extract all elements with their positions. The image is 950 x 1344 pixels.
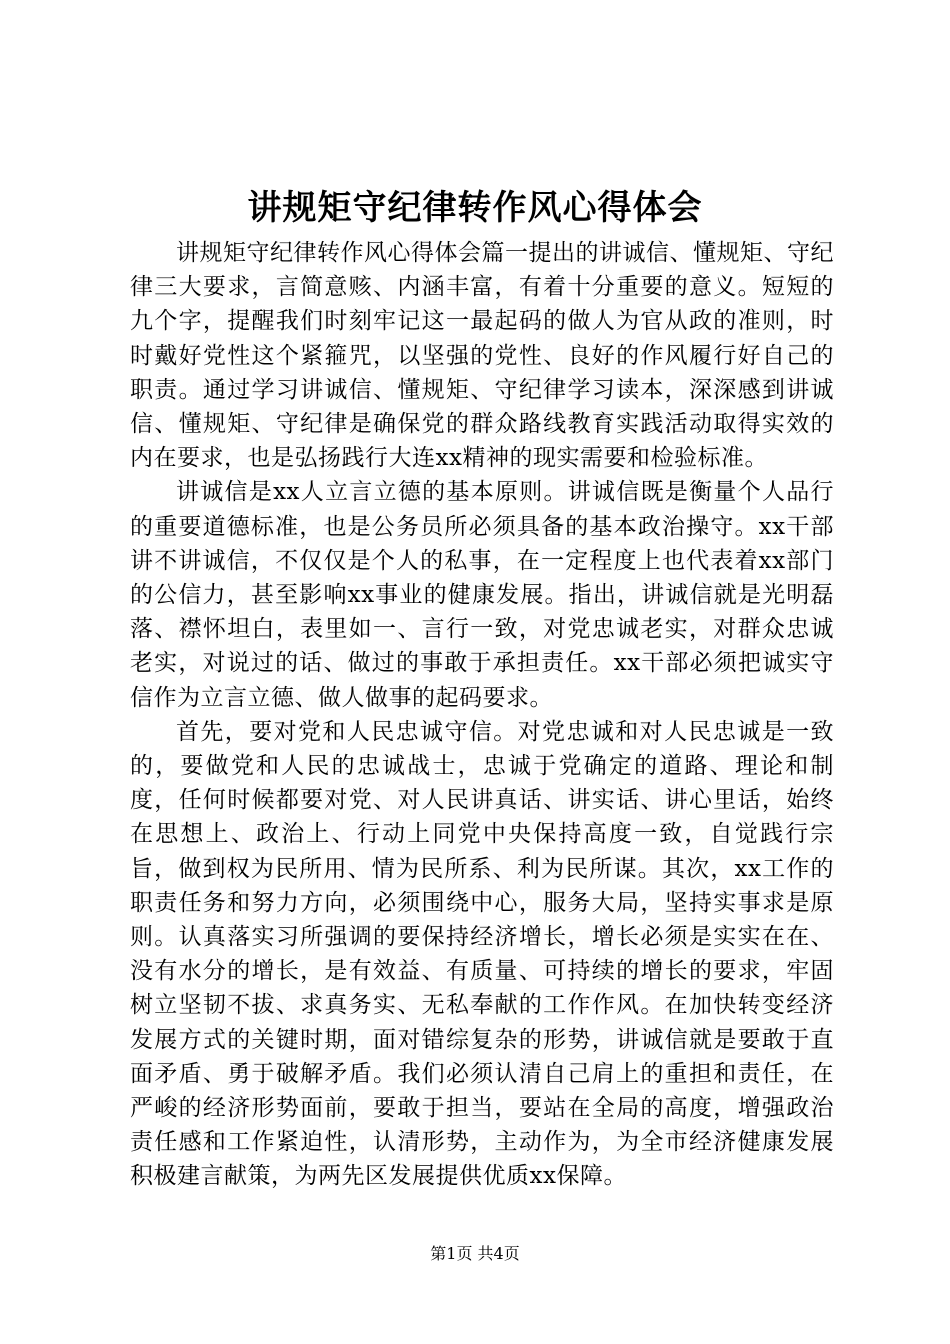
paragraph-intro: 讲规矩守纪律转作风心得体会篇一提出的讲诚信、懂规矩、守纪律三大要求，言简意赅、内涵丰富，有着十分重要的意义。短短的九个字，提醒我们时刻牢记这一最起码的做人为官从政的准则，时时戴好党性这个紧箍咒，以坚强的党性、良好的作风履行好自己的职责。通过学习讲诚信、懂规矩、守纪律学习读本，深深感到讲诚信、懂规矩、守纪律是确保党的群众路线教育实践活动取得实效的内在要求，也是弘扬践行大连xx精神的现实需要和检验标准。 [130, 240, 834, 472]
paragraph-integrity: 讲诚信是xx人立言立德的基本原则。讲诚信既是衡量个人品行的重要道德标准，也是公务员所必须具备的基本政治操守。xx干部讲不讲诚信，不仅仅是个人的私事，在一定程度上也代表着xx部门的公信力，甚至影响xx事业的健康发展。指出，讲诚信就是光明磊落、襟怀坦白，表里如一、言行一致，对党忠诚老实，对群众忠诚老实，对说过的话、做过的事敢于承担责任。xx干部必须把诚实守信作为立言立德、做人做事的起码要求。 [130, 479, 834, 711]
document-title: 讲规矩守纪律转作风心得体会 [247, 188, 703, 228]
paragraph-loyalty: 首先，要对党和人民忠诚守信。对党忠诚和对人民忠诚是一致的，要做党和人民的忠诚战士，忠诚于党确定的道路、理论和制度，任何时候都要对党、对人民讲真话、讲实话、讲心里话，始终在思想上、政治上、行动上同党中央保持高度一致，自觉践行宗旨，做到权为民所用、情为民所系、利为民所谋。其次，xx工作的职责任务和努力方向，必须围绕中心，服务大局，坚持实事求是原则。认真落实习所强调的要保持经济增长，增长必须是实实在在、没有水分的增长，是有效益、有质量、可持续的增长的要求，牢固树立坚韧不拔、求真务实、无私奉献的工作作风。在加快转变经济发展方式的关键时期，面对错综复杂的形势，讲诚信就是要敢于直面矛盾、勇于破解矛盾。我们必须认清自己肩上的重担和责任，在严峻的经济形势面前，要敢于担当，要站在全局的高度，增强政治责任感和工作紧迫性，认清形势，主动作为，为全市经济健康发展积极建言献策，为两先区发展提供优质xx保障。 [130, 718, 834, 1190]
document-body [130, 236, 834, 1194]
page-number: 第1页 共4页 [430, 1244, 520, 1263]
